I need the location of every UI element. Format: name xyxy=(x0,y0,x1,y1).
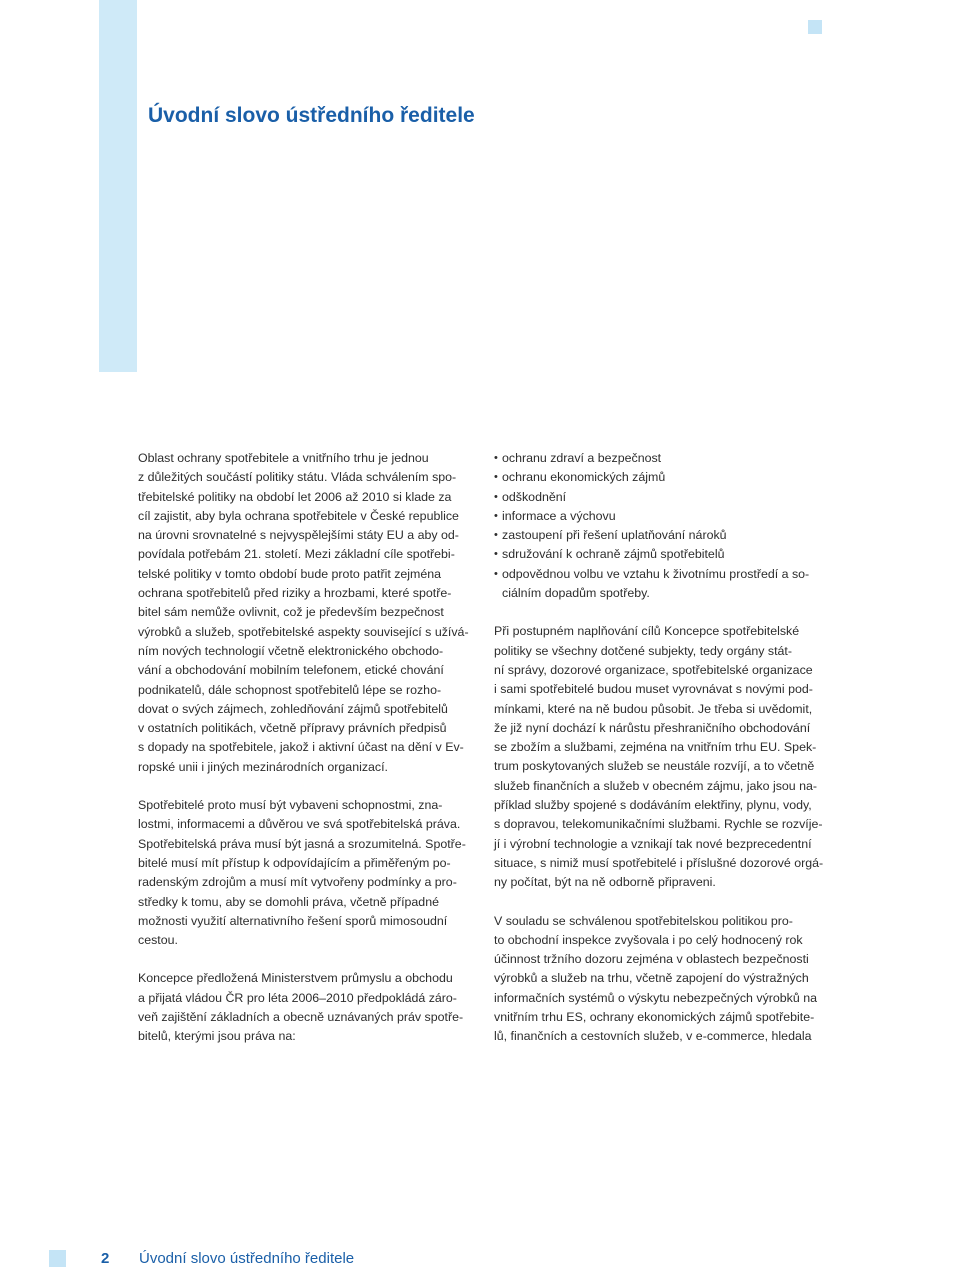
text-line: služeb finančních a služeb v obecném zájmu, jako jsou na- xyxy=(494,778,818,793)
list-item-text: ciálním dopadům spotřeby. xyxy=(502,586,650,601)
text-line: s dopravou, telekomunikačními službami. Rychle se rozvíje- xyxy=(494,817,823,832)
text-line: možnosti využití alternativního řešení sporů mimosoudní xyxy=(138,913,448,928)
list-item xyxy=(494,545,829,564)
text-line: ní správy, dozorové organizace, spotřebitelské organizace xyxy=(494,662,813,677)
text-line: lů, finančních a cestovních služeb, v e-commerce, hledala xyxy=(494,1029,812,1044)
list-item-text: • odškodnění xyxy=(502,489,567,504)
list-item xyxy=(494,468,829,487)
text-line: Spotřebitelé proto musí být vybaveni schopnostmi, zna- xyxy=(138,798,443,813)
text-line: jí i výrobní technologie a vznikají tak nové bezprecedentní xyxy=(494,836,812,851)
left-column xyxy=(138,449,473,1066)
text-line: že již nyní dochází k nárůstu přeshraničního obchodování xyxy=(494,720,811,735)
text-line: příklad služby spojené s dodáváním elektřiny, plynu, vody, xyxy=(494,798,812,813)
text-line: třebitelské politiky na období let 2006 až 2010 si klade za xyxy=(138,489,452,504)
text-line: mínkami, které na ně budou působit. Je třeba si uvědomit, xyxy=(494,701,813,716)
left-paragraph-1 xyxy=(138,449,473,777)
text-line: situace, s nimiž musí spotřebitelé i příslušné dozorové orgá- xyxy=(494,855,824,870)
text-line: Při postupném naplňování cílů Koncepce spotřebitelské xyxy=(494,624,800,639)
text-line: z důležitých součástí politiky státu. Vláda schválením spo- xyxy=(138,470,457,485)
right-paragraph-1 xyxy=(494,622,829,892)
text-line: povídala potřebám 21. století. Mezi základní cíle spotřebi- xyxy=(138,547,455,562)
decorative-side-bar xyxy=(99,0,137,372)
text-line: Spotřebitelská práva musí být jasná a srozumitelná. Spotře- xyxy=(138,836,466,851)
text-line: středky k tomu, aby se domohli práva, včetně případné xyxy=(138,894,439,909)
list-item xyxy=(494,565,829,604)
text-line: to obchodní inspekce zvyšovala i po celý hodnocený rok xyxy=(494,932,803,947)
text-line: výrobků a služeb, spotřebitelské aspekty související s užívá- xyxy=(138,624,469,639)
decorative-corner-square xyxy=(808,20,822,34)
page-number: 2 xyxy=(101,1250,110,1267)
rights-list xyxy=(494,449,829,603)
right-paragraph-2 xyxy=(494,912,829,1047)
text-line: účinnost tržního dozoru zejména v oblastech bezpečnosti xyxy=(494,952,809,967)
text-line: trum poskytovaných služeb se neustále rozvíjí, a to včetně xyxy=(494,759,815,774)
text-line: ny počítat, být na ně odborně připraveni. xyxy=(494,875,716,890)
text-line: Oblast ochrany spotřebitele a vnitřního trhu je jednou xyxy=(138,451,429,465)
text-line: a přijatá vládou ČR pro léta 2006–2010 předpokládá záro- xyxy=(138,990,457,1005)
list-item-text: • zastoupení při řešení uplatňování nároků xyxy=(502,528,727,543)
text-line: bitel sám nemůže ovlivnit, což je především bezpečnost xyxy=(138,605,444,620)
text-line: Koncepce předložená Ministerstvem průmyslu a obchodu xyxy=(138,971,453,986)
text-line: politiky se všechny dotčené subjekty, tedy orgány stát- xyxy=(494,643,792,658)
list-item xyxy=(494,526,829,545)
text-line: výrobků a služeb na trhu, včetně zapojení do výstražných xyxy=(494,971,809,986)
list-item-text: • ochranu zdraví a bezpečnost xyxy=(502,451,662,465)
list-item-text: • informace a výchovu xyxy=(502,508,616,523)
text-line: informačních systémů o výskytu nebezpečných výrobků na xyxy=(494,990,817,1005)
left-paragraph-2 xyxy=(138,796,473,950)
left-paragraph-3 xyxy=(138,969,473,1046)
footer-square-marker xyxy=(49,1250,66,1267)
footer-title: Úvodní slovo ústředního ředitele xyxy=(139,1250,355,1267)
list-item xyxy=(494,488,829,507)
text-line: vnitřním trhu ES, ochrany ekonomických zájmů spotřebite- xyxy=(494,1010,815,1025)
right-column xyxy=(494,449,829,1066)
text-line: vání a obchodování mobilním telefonem, etické chování xyxy=(138,663,444,678)
list-item-text: • sdružování k ochraně zájmů spotřebitelů xyxy=(502,547,725,562)
text-line: telské politiky v tomto období bude proto patřit zejména xyxy=(138,566,442,581)
list-item-text: • odpovědnou volbu ve vztahu k životnímu prostředí a so- xyxy=(502,566,810,581)
text-line: V souladu se schválenou spotřebitelskou politikou pro- xyxy=(494,913,793,928)
text-line: podnikatelů, dále schopnost spotřebitelů lépe se rozho- xyxy=(138,682,442,697)
text-line: ochrana spotřebitelů před riziky a hrozbami, které spotře- xyxy=(138,586,452,601)
text-line: dovat o svých zájmech, zohledňování zájmů spotřebitelů xyxy=(138,701,448,716)
text-line: v ostatních politikách, včetně přípravy právních předpisů xyxy=(138,721,447,736)
text-line: s dopady na spotřebitele, jakož i aktivní účast na dění v Ev- xyxy=(138,740,464,755)
text-line: bitelů, kterými jsou práva na: xyxy=(138,1029,296,1044)
text-line: lostmi, informacemi a důvěrou ve svá spotřebitelská práva. xyxy=(138,817,461,832)
text-line: ropské unii i jiných mezinárodních organizací. xyxy=(138,759,389,774)
text-line: veň zajištění základních a obecně uznávaných práv spotře- xyxy=(138,1010,464,1025)
text-line: na úrovni srovnatelné s nejvyspělejšími státy EU a aby od- xyxy=(138,528,459,543)
page-title: Úvodní slovo ústředního ředitele xyxy=(148,104,475,127)
list-item xyxy=(494,449,829,468)
text-line: radenským zdrojům a musí mít vytvořeny podmínky a pro- xyxy=(138,875,457,890)
text-line: cestou. xyxy=(138,933,178,948)
text-line: se zbožím a službami, zejména na vnitřním trhu EU. Spek- xyxy=(494,740,817,755)
text-line: i sami spotřebitelé budou muset vyrovnávat s novými pod- xyxy=(494,682,813,697)
text-line: ním nových technologií včetně elektronického obchodo- xyxy=(138,643,444,658)
list-item-text: • ochranu ekonomických zájmů xyxy=(502,470,666,485)
list-item xyxy=(494,507,829,526)
text-line: cíl zajistit, aby byla ochrana spotřebitele v České republice xyxy=(138,508,459,523)
text-line: bitelé musí mít přístup k odpovídajícím a přiměřeným po- xyxy=(138,855,451,870)
